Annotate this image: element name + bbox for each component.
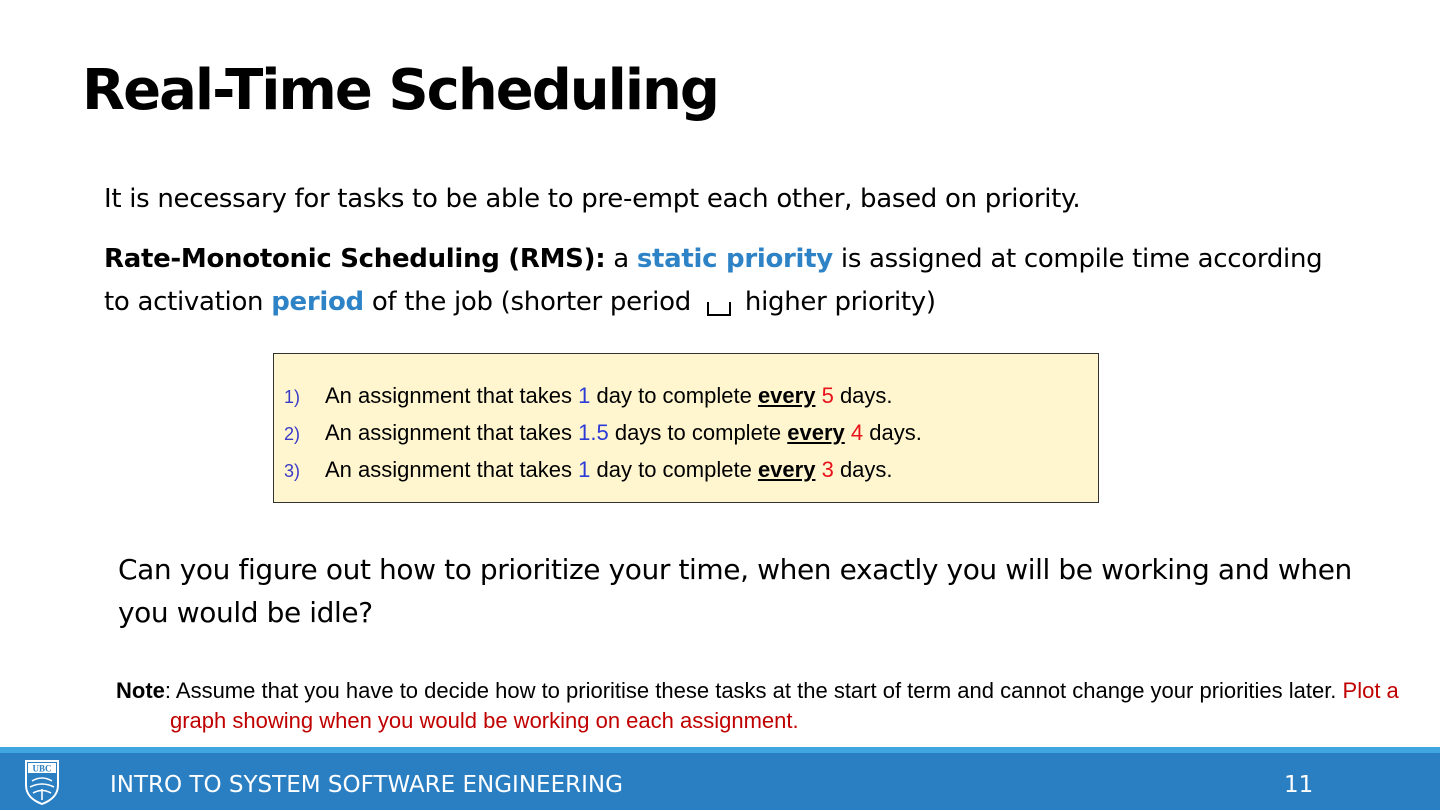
- task-period: 3: [821, 457, 834, 482]
- slide-title: Real-Time Scheduling: [82, 58, 718, 123]
- task-every: every: [757, 457, 816, 482]
- task-every: every: [757, 383, 816, 408]
- task-text: days to complete: [608, 420, 788, 445]
- task-list-box: [273, 353, 1099, 503]
- rms-term: Rate-Monotonic Scheduling (RMS):: [104, 244, 606, 274]
- footer-bar: [0, 753, 1440, 810]
- static-priority-highlight: static priority: [636, 244, 833, 274]
- slide-number: 11: [1284, 772, 1314, 798]
- task-number: 1): [284, 387, 301, 407]
- note-paragraph: [116, 676, 1430, 736]
- task-duration: 1: [578, 457, 591, 482]
- task-text: An assignment that takes: [325, 383, 579, 408]
- task-text: days.: [833, 383, 893, 408]
- task-duration: 1: [578, 383, 591, 408]
- task-duration: 1.5: [578, 420, 609, 445]
- task-item-2: [284, 414, 922, 451]
- intro-text: It is necessary for tasks to be able to pre-empt each other, based on priority.: [104, 184, 1081, 214]
- task-text: days.: [833, 457, 893, 482]
- question-text: Can you figure out how to prioritize your time, when exactly you will be working and when you would be idle?: [118, 553, 1352, 629]
- rms-text-1: a: [605, 244, 637, 274]
- task-item-3: [284, 451, 922, 488]
- rms-text-3: of the job (shorter period: [363, 287, 691, 317]
- task-period: 4: [850, 420, 864, 445]
- rms-text-2: is assigned at compile time according to activation: [104, 244, 1323, 317]
- task-list: [284, 377, 922, 488]
- task-period: 5: [821, 383, 834, 408]
- rms-definition: [104, 238, 1344, 324]
- rms-text-4: higher priority): [744, 287, 936, 317]
- task-number: 2): [284, 424, 301, 444]
- task-number: 3): [284, 461, 301, 481]
- task-text: An assignment that takes: [325, 457, 579, 482]
- period-highlight: period: [271, 287, 364, 317]
- ubc-logo: [24, 759, 60, 805]
- task-text: day to complete: [590, 457, 758, 482]
- note-label: Note: [116, 678, 165, 703]
- note-highlight: Plot a graph showing when you would be working on each assignment.: [170, 678, 1399, 733]
- course-name: INTRO TO SYSTEM SOFTWARE ENGINEERING: [110, 772, 623, 798]
- note-text: : Assume that you have to decide how to prioritise these tasks at the start of term and cannot change your priorities later.: [164, 678, 1343, 703]
- ubc-logo-text: UBC: [32, 763, 52, 774]
- task-every: every: [787, 420, 845, 445]
- task-text: An assignment that takes: [325, 420, 579, 445]
- task-text: days.: [863, 420, 922, 445]
- task-text: day to complete: [590, 383, 758, 408]
- task-item-1: [284, 377, 922, 414]
- implies-arrow-icon: [707, 302, 731, 316]
